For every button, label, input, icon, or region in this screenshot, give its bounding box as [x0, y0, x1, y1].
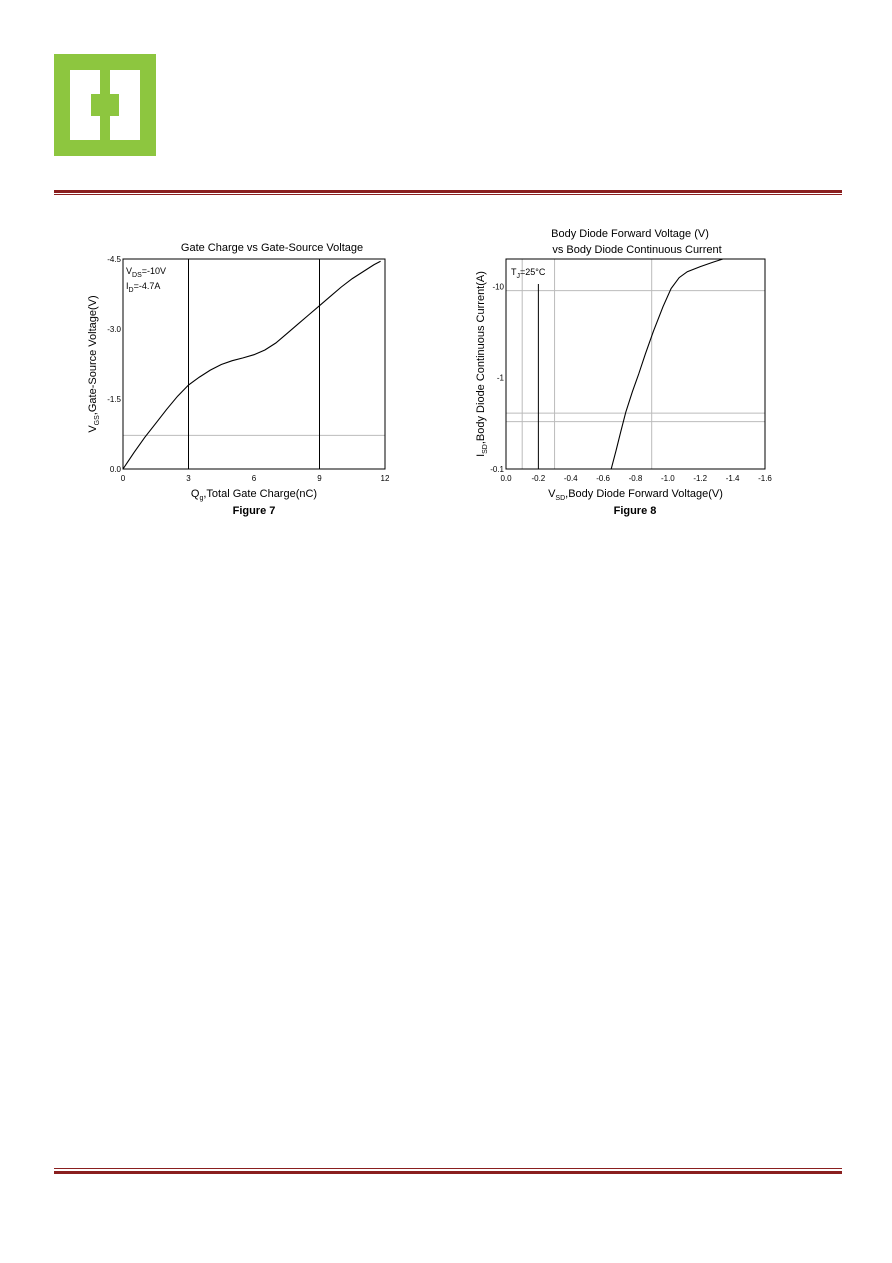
y-axis-label: $V_{GS},Gate$-Source Voltage(V) — [87, 295, 101, 433]
x-tick-label: -0.6 — [596, 474, 611, 483]
annotation-tj: $T_J=25^\circ C$ — [511, 267, 546, 280]
footer-rule — [54, 1168, 842, 1169]
x-axis-label: $V_{SD},Body$ Diode Forward Voltage(V) — [548, 488, 723, 502]
y-tick-label: -1.5 — [107, 395, 121, 404]
x-tick-label: 6 — [251, 474, 257, 483]
chart-title: Gate Charge vs Gate-Source Voltage — [180, 242, 364, 254]
annotation-vds: $V_{DS}=-10V$ — [126, 266, 167, 279]
x-tick-label: -1.0 — [660, 474, 675, 483]
annotation-id: $I_D=-4.7A$ — [126, 281, 161, 294]
x-axis-label: $Q_g,Total$ Gate Charge(nC) — [190, 488, 318, 502]
y-tick-label: -10 — [492, 282, 504, 292]
x-tick-label: -0.8 — [628, 474, 643, 483]
y-tick-label: -4.5 — [107, 255, 121, 264]
chart-body-diode — [0, 0, 892, 540]
x-tick-label: 0.0 — [500, 474, 512, 483]
y-axis-label: $I_{SD},Body$ Diode Continuous Current(A) — [475, 271, 489, 457]
x-tick-label: 0 — [120, 474, 126, 483]
chart-title-line-2: vs Body Diode Continuous Current — [552, 244, 722, 256]
y-tick-label: -1 — [496, 373, 504, 383]
x-tick-label: -1.2 — [693, 474, 708, 483]
x-tick-label: 12 — [380, 474, 390, 483]
x-tick-label: -0.4 — [563, 474, 578, 483]
y-tick-label: -3.0 — [107, 325, 121, 334]
x-tick-label: 9 — [317, 474, 322, 483]
x-tick-label: -1.6 — [758, 474, 772, 483]
figure-7-caption: Figure 7 — [232, 505, 276, 517]
y-tick-label: -0.1 — [490, 465, 504, 474]
x-tick-label: -0.2 — [531, 474, 546, 483]
y-tick-label: 0.0 — [109, 465, 121, 474]
x-tick-label: -1.4 — [725, 474, 740, 483]
x-tick-label: 3 — [186, 474, 191, 483]
figure-8-caption: Figure 8 — [613, 505, 657, 517]
chart-title-line-1: Body Diode Forward Voltage (V) — [551, 228, 709, 240]
